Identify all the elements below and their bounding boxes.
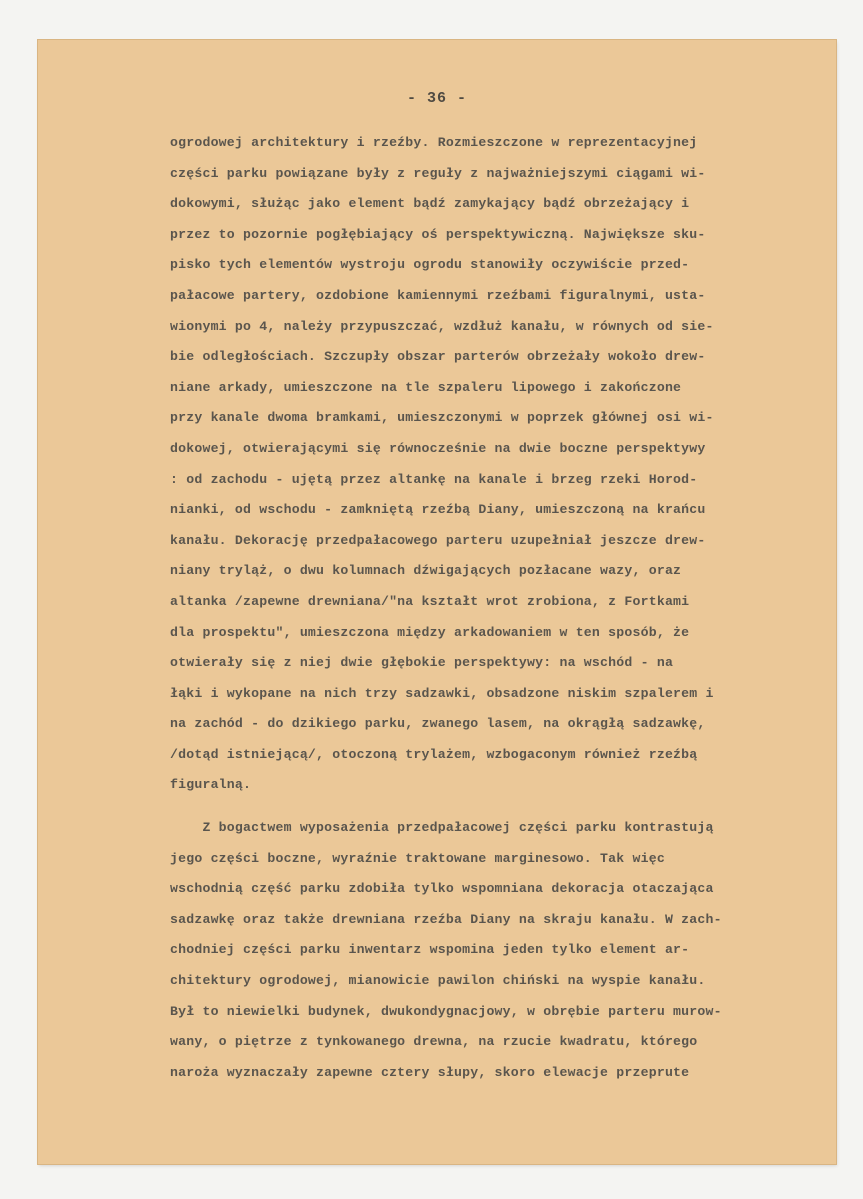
text-line: na zachód - do dzikiego parku, zwanego lasem, na okrągłą sadzawkę, <box>170 716 706 732</box>
text-line: wschodnią część parku zdobiła tylko wspomniana dekoracja otaczająca <box>170 881 714 897</box>
text-line: figuralną. <box>170 777 252 793</box>
text-line: nianki, od wschodu - zamkniętą rzeźbą Diany, umieszczoną na krańcu <box>170 502 706 518</box>
text-line: : od zachodu - ujętą przez altankę na kanale i brzeg rzeki Horod- <box>170 471 698 487</box>
text-line: wany, o piętrze z tynkowanego drewna, na rzucie kwadratu, którego <box>170 1034 698 1050</box>
text-line: części parku powiązane były z reguły z najważniejszymi ciągami wi- <box>170 165 706 181</box>
text-line: dokowymi, służąc jako element bądź zamykający bądź obrzeżający i <box>170 196 690 212</box>
text-line: naroża wyznaczały zapewne cztery słupy, skoro elewacje przeprute <box>170 1064 690 1080</box>
text-line: dokowej, otwierającymi się równocześnie na dwie boczne perspektywy <box>170 440 706 456</box>
text-line: jego części boczne, wyraźnie traktowane marginesowo. Tak więc <box>170 850 665 866</box>
text-line: kanału. Dekorację przedpałacowego parteru uzupełniał jeszcze drew- <box>170 532 706 548</box>
text-line: altanka /zapewne drewniana/"na kształt wrot zrobiona, z Fortkami <box>170 593 690 609</box>
text-line: bie odległościach. Szczupły obszar parterów obrzeżały wokoło drew- <box>170 349 706 365</box>
text-line: ogrodowej architektury i rzeźby. Rozmieszczone w reprezentacyjnej <box>170 135 698 150</box>
typewritten-page <box>38 40 836 1164</box>
text-line: pisko tych elementów wystroju ogrodu stanowiły oczywiście przed- <box>170 257 690 273</box>
text-line: chitektury ogrodowej, mianowicie pawilon chiński na wyspie kanału. <box>170 973 706 989</box>
text-line: Był to niewielki budynek, dwukondygnacjowy, w obrębie parteru murow- <box>170 1003 722 1019</box>
paragraph-gap <box>170 801 832 813</box>
page-number: - 36 - <box>406 90 467 107</box>
page-text <box>170 128 832 1088</box>
text-line: łąki i wykopane na nich trzy sadzawki, obsadzone niskim szpalerem i <box>170 685 714 701</box>
text-line: pałacowe partery, ozdobione kamiennymi rzeźbami figuralnymi, usta- <box>170 287 706 303</box>
text-line: wionymi po 4, należy przypuszczać, wzdłuż kanału, w równych od sie- <box>170 318 714 334</box>
text-line: dla prospektu", umieszczona między arkadowaniem w ten sposób, że <box>170 624 690 640</box>
text-line: sadzawkę oraz także drewniana rzeźba Diany na skraju kanału. W zach- <box>170 911 722 927</box>
text-line: przez to pozornie pogłębiający oś perspektywiczną. Największe sku- <box>170 226 706 242</box>
text-line: niane arkady, umieszczone na tle szpaleru lipowego i zakończone <box>170 379 682 395</box>
text-line: otwierały się z niej dwie głębokie perspektywy: na wschód - na <box>170 655 674 671</box>
text-line: Z bogactwem wyposażenia przedpałacowej części parku kontrastują <box>170 820 714 836</box>
text-line: chodniej części parku inwentarz wspomina jeden tylko element ar- <box>170 942 690 958</box>
text-line: przy kanale dwoma bramkami, umieszczonymi w poprzek głównej osi wi- <box>170 410 714 426</box>
text-line: /dotąd istniejącą/, otoczoną trylażem, wzbogaconym również rzeźbą <box>170 746 698 762</box>
text-line: niany tryląż, o dwu kolumnach dźwigających pozłacane wazy, oraz <box>170 563 682 579</box>
